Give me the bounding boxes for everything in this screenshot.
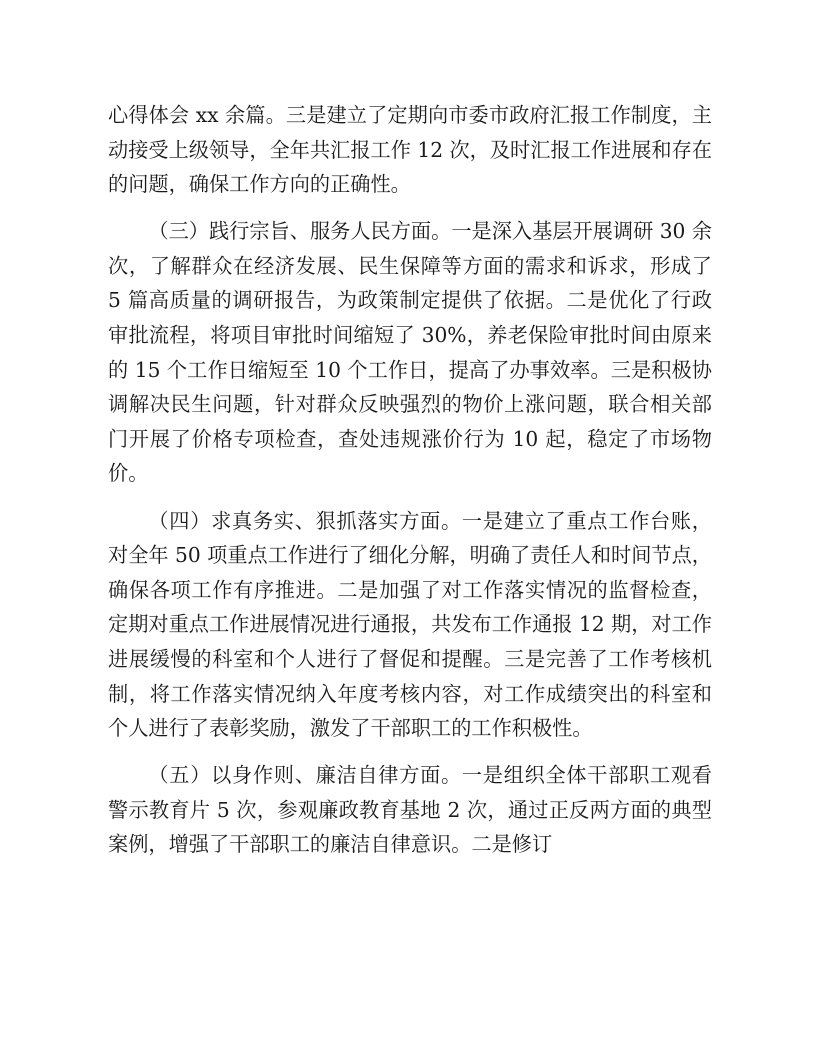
- paragraph-continuation: 心得体会 xx 余篇。三是建立了定期向市委市政府汇报工作制度，主动接受上级领导，全年共汇报工作 12 次，及时汇报工作进展和存在的问题，确保工作方向的正确性。: [108, 103, 712, 197]
- paragraph-section-4: （四）求真务实、狠抓落实方面。一是建立了重点工作台账，对全年 50 项重点工作进行了细化分解，明确了责任人和时间节点，确保各项工作有序推进。二是加强了对工作落实情况的监督检查，定期对重点工作进展情况进行通报，共发布工作通报 12 期，对工作进展缓慢的科室和个人进行了督促和提醒。三是完善了工作考核机制，将工作落实情况纳入年度考核内容，对工作成绩突出的科室和个人进行了表彰奖励，激发了干部职工的工作积极性。: [108, 508, 712, 741]
- paragraph-section-5: （五）以身作则、廉洁自律方面。一是组织全体干部职工观看警示教育片 5 次，参观廉政教育基地 2 次，通过正反两方面的典型案例，增强了干部职工的廉洁自律意识。二是修订: [108, 763, 712, 857]
- document-body: [108, 98, 712, 862]
- paragraph-section-3: （三）践行宗旨、服务人民方面。一是深入基层开展调研 30 余次，了解群众在经济发展、民生保障等方面的需求和诉求，形成了 5 篇高质量的调研报告，为政策制定提供了依据。二是优化了行政审批流程，将项目审批时间缩短了 30%，养老保险审批时间由原来的 15 个工作日缩短至 10 个工作日，提高了办事效率。三是积极协调解决民生问题，针对群众反映强烈的物价上涨问题，联合相关部门开展了价格专项检查，查处违规涨价行为 10 起，稳定了市场物价。: [108, 219, 712, 486]
